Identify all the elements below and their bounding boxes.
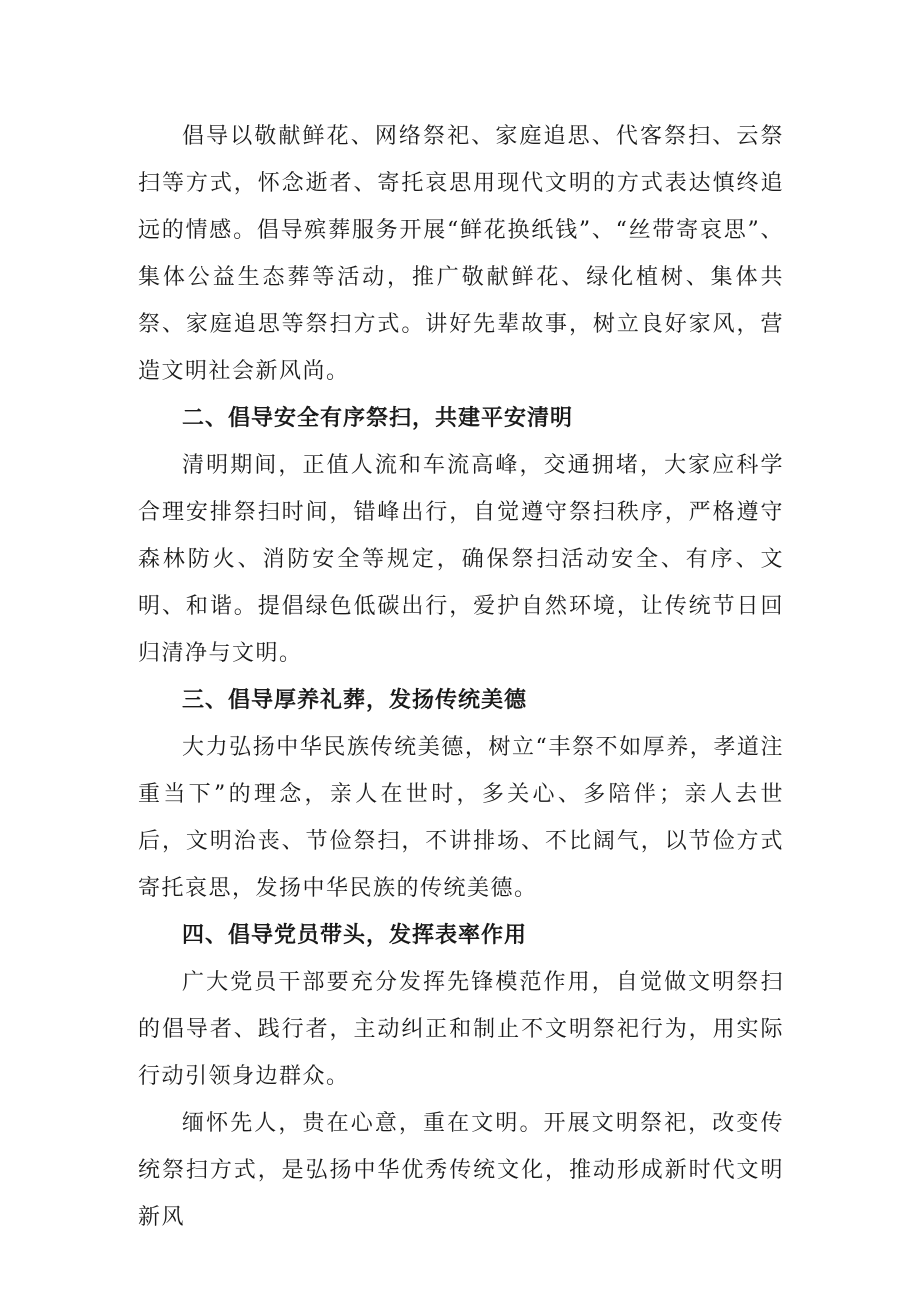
section-heading-filial-piety: 三、倡导厚养礼葬，发扬传统美德 (182, 688, 528, 713)
paragraph-filial-piety: 大力弘扬中华民族传统美德，树立“丰祭不如厚养，孝道注重当下”的理念，亲人在世时，多关心、多陪伴；亲人去世后，文明治丧、节俭祭扫，不讲排场、不比阔气，以节俭方式寄托哀思，发扬中华民族的传统美德。 (138, 735, 784, 901)
section-heading-party-members: 四、倡导党员带头，发挥表率作用 (182, 923, 528, 948)
section-heading-safety: 二、倡导安全有序祭扫，共建平安清明 (182, 406, 574, 431)
paragraph-mourning-methods: 倡导以敬献鲜花、网络祭祀、家庭追思、代客祭扫、云祭扫等方式，怀念逝者、寄托哀思用现代文明的方式表达慎终追远的情感。倡导殡葬服务开展“鲜花换纸钱”、“丝带寄哀思”、集体公益生态葬等活动，推广敬献鲜花、绿化植树、集体共祭、家庭追思等祭扫方式。讲好先辈故事，树立良好家风，营造文明社会新风尚。 (138, 124, 784, 384)
document-page (138, 113, 784, 1241)
paragraph-conclusion: 缅怀先人，贵在心意，重在文明。开展文明祭祀，改变传统祭扫方式，是弘扬中华优秀传统文化，推动形成新时代文明新风 (138, 1111, 784, 1230)
paragraph-safety: 清明期间，正值人流和车流高峰，交通拥堵，大家应科学合理安排祭扫时间，错峰出行，自觉遵守祭扫秩序，严格遵守森林防火、消防安全等规定，确保祭扫活动安全、有序、文明、和谐。提倡绿色低碳出行，爱护自然环境，让传统节日回归清净与文明。 (138, 453, 784, 666)
paragraph-party-members: 广大党员干部要充分发挥先锋模范作用，自觉做文明祭扫的倡导者、践行者，主动纠正和制止不文明祭祀行为，用实际行动引领身边群众。 (138, 970, 784, 1089)
